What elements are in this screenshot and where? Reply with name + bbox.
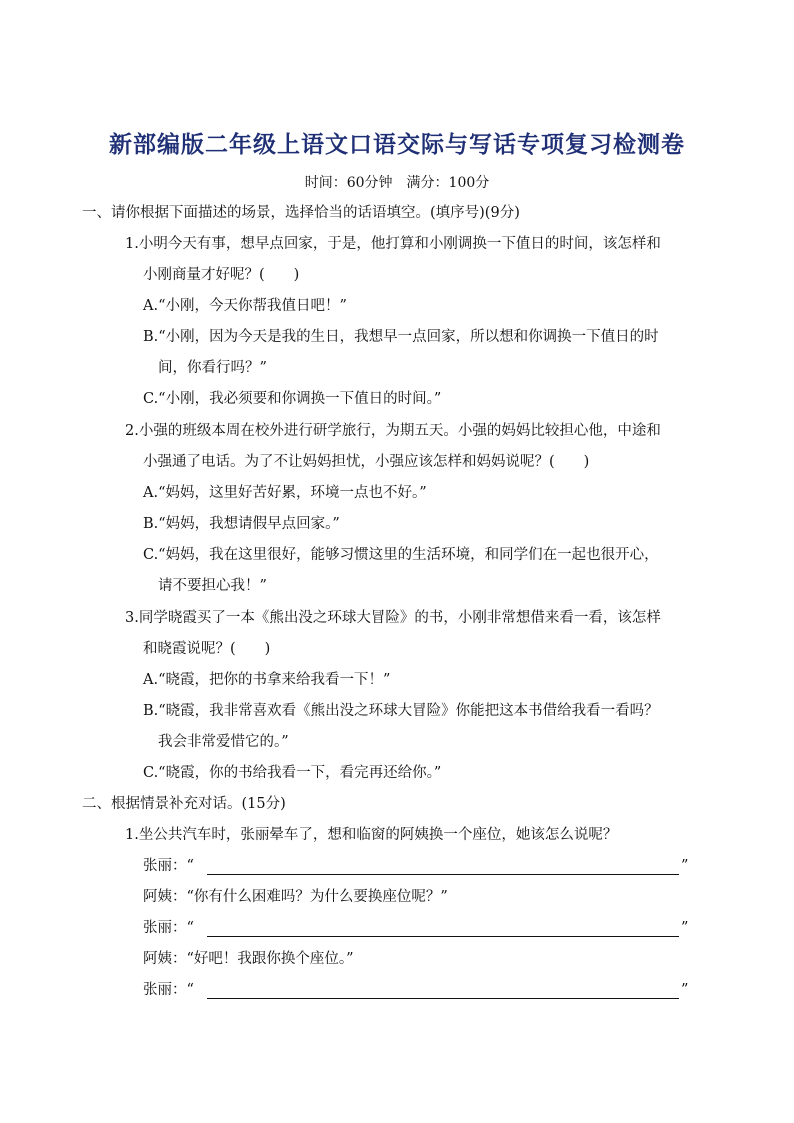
q3-option-b-line2: 我会非常爱惜它的。” — [158, 734, 289, 750]
q2-line2: 小强通了电话。为了不让妈妈担忧，小强应该怎样和妈妈说呢？( ) — [143, 454, 590, 470]
dialogue-zhangli-1: 张丽：“ — [143, 858, 194, 874]
q1-option-b-line2: 间，你看行吗？” — [158, 360, 267, 376]
q2-option-c-line2: 请不要担心我！” — [158, 578, 267, 594]
dialogue-close-quote-3: ” — [681, 982, 689, 998]
q2-option-c-line1: C.“妈妈，我在这里很好，能够习惯这里的生活环境，和同学们在一起也很开心， — [143, 547, 659, 563]
answer-blank-2[interactable] — [207, 936, 679, 937]
q1-line1: 1.小明今天有事，想早点回家，于是，他打算和小刚调换一下值日的时间，该怎样和 — [125, 236, 661, 252]
q1-line2: 小刚商量才好呢？( ) — [143, 267, 300, 283]
q1-option-a: A.“小刚，今天你帮我值日吧！” — [143, 298, 347, 314]
q2-line1: 2.小强的班级本周在校外进行研学旅行，为期五天。小强的妈妈比较担心他，中途和 — [125, 423, 661, 439]
s2-q1-line1: 1.坐公共汽车时，张丽晕车了，想和临窗的阿姨换一个座位，她该怎么说呢？ — [125, 827, 618, 843]
dialogue-ayi-2: 阿姨：“好吧！我跟你换个座位。” — [143, 951, 354, 967]
q1-option-c: C.“小刚，我必须要和你调换一下值日的时间。” — [143, 391, 442, 407]
answer-blank-3[interactable] — [207, 998, 679, 999]
dialogue-ayi-1: 阿姨：“你有什么困难吗？为什么要换座位呢？” — [143, 889, 448, 905]
q3-line1: 3.同学晓霞买了一本《熊出没之环球大冒险》的书，小刚非常想借来看一看，该怎样 — [125, 610, 661, 626]
q2-option-b: B.“妈妈，我想请假早点回家。” — [143, 516, 340, 532]
q3-line2: 和晓霞说呢？( ) — [143, 641, 271, 657]
exam-time-score: 时间：60分钟 满分：100分 — [304, 175, 490, 191]
q2-option-a: A.“妈妈，这里好苦好累，环境一点也不好。” — [143, 485, 427, 501]
section1-heading: 一、请你根据下面描述的场景，选择恰当的话语填空。(填序号)(9分) — [82, 205, 520, 221]
dialogue-close-quote-2: ” — [681, 920, 689, 936]
q1-option-b-line1: B.“小刚，因为今天是我的生日，我想早一点回家，所以想和你调换一下值日的时 — [143, 329, 659, 345]
dialogue-close-quote-1: ” — [681, 858, 689, 874]
q3-option-b-line1: B.“晓霞，我非常喜欢看《熊出没之环球大冒险》你能把这本书借给我看一看吗？ — [143, 703, 659, 719]
answer-blank-1[interactable] — [207, 874, 679, 875]
page-title: 新部编版二年级上语文口语交际与写话专项复习检测卷 — [109, 131, 685, 158]
dialogue-zhangli-2: 张丽：“ — [143, 920, 194, 936]
q3-option-c: C.“晓霞，你的书给我看一下，看完再还给你。” — [143, 765, 442, 781]
dialogue-zhangli-3: 张丽：“ — [143, 982, 194, 998]
section2-heading: 二、根据情景补充对话。(15分) — [82, 796, 286, 812]
q3-option-a: A.“晓霞，把你的书拿来给我看一下！” — [143, 672, 391, 688]
